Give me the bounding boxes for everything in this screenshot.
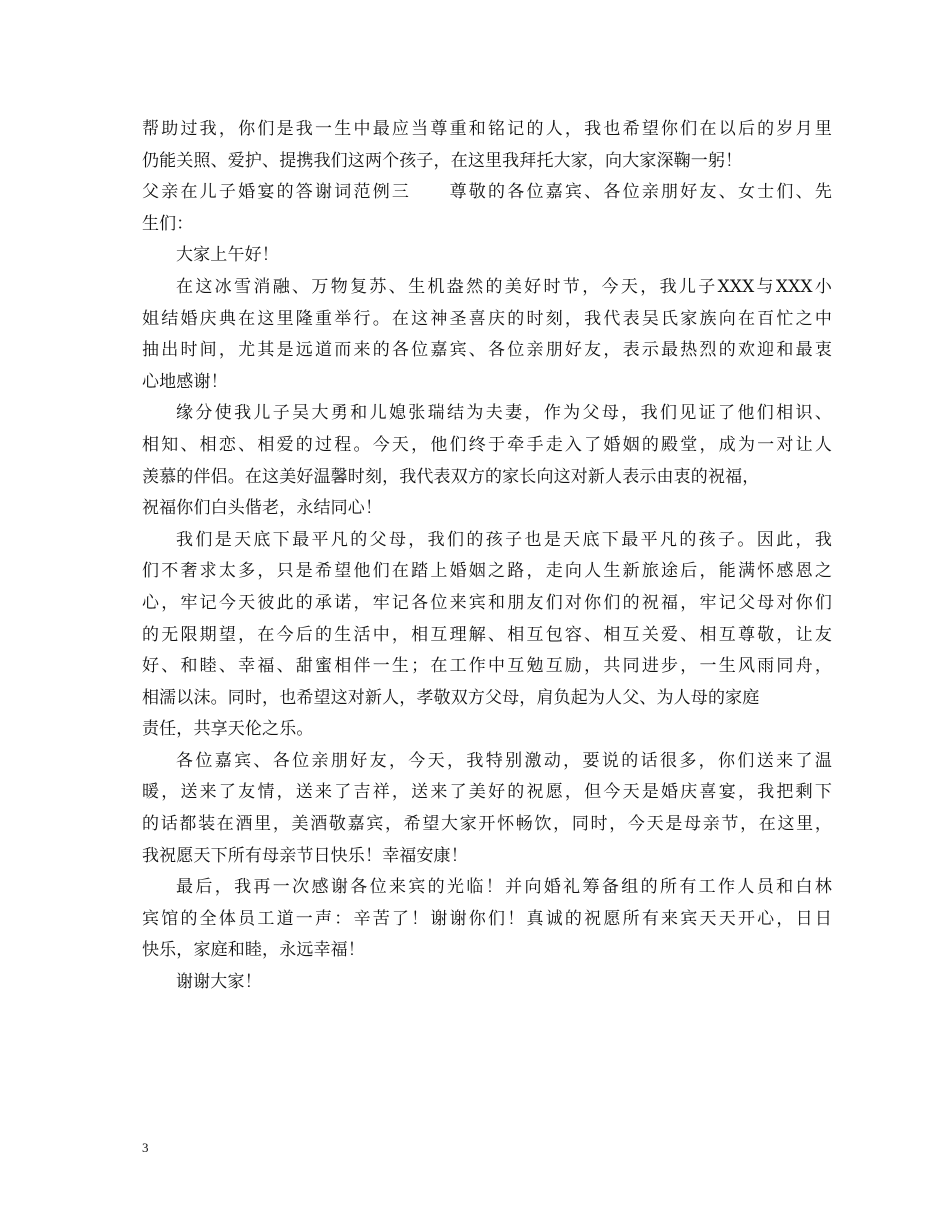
text-line: 生们： <box>142 213 194 234</box>
text-line: 们不奢求太多，只是希望他们在踏上婚姻之路，走向人生新旅途后，能满怀感恩之 <box>142 561 832 582</box>
text-line: 好、和睦、幸福、甜蜜相伴一生；在工作中互勉互励，共同进步，一生风雨同舟， <box>142 656 832 677</box>
document-body <box>142 114 832 999</box>
text-line: 快乐，家庭和睦，永远幸福！ <box>142 940 365 961</box>
text-line: 帮助过我，你们是我一生中最应当尊重和铭记的人，我也希望你们在以后的岁月里 <box>142 119 832 139</box>
text-line: 最后，我再一次感谢各位来宾的光临！并向婚礼筹备组的所有工作人员和白林 <box>176 877 832 898</box>
text-line: 心，牢记今天彼此的承诺，牢记各位来宾和朋友们对你们的祝福，牢记父母对你们 <box>142 592 832 613</box>
text-line: 我祝愿天下所有母亲节日快乐！幸福安康！ <box>142 845 468 866</box>
text-line: 各位嘉宾、各位亲朋好友，今天，我特别激动，要说的话很多，你们送来了温 <box>176 750 832 771</box>
text-line: 在这冰雪消融、万物复苏、生机盎然的美好时节，今天，我儿子XXX与XXX小 <box>176 276 832 297</box>
text-line: 的话都装在酒里，美酒敬嘉宾，希望大家开怀畅饮，同时，今天是母亲节，在这里， <box>142 814 832 835</box>
text-line: 大家上午好！ <box>176 245 279 266</box>
text-line: 羡慕的伴侣。在这美好温馨时刻，我代表双方的家长向这对新人表示由衷的祝福， <box>142 466 760 487</box>
text-line: 抽出时间，尤其是远道而来的各位嘉宾、各位亲朋好友，表示最热烈的欢迎和最衷 <box>142 340 832 361</box>
text-line: 仍能关照、爱护、提携我们这两个孩子，在这里我拜托大家，向大家深鞠一躬！ <box>142 150 743 171</box>
text-line: 相濡以沫。同时，也希望这对新人，孝敬双方父母，肩负起为人父、为人母的家庭 <box>142 687 760 708</box>
text-line: 父亲在儿子婚宴的答谢词范例三 尊敬的各位嘉宾、各位亲朋好友、女士们、先 <box>142 182 832 203</box>
text-line: 的无限期望，在今后的生活中，相互理解、相互包容、相互关爱、相互尊敬，让友 <box>142 624 832 645</box>
text-line: 相知、相恋、相爱的过程。今天，他们终于牵手走入了婚姻的殿堂，成为一对让人 <box>142 434 832 455</box>
text-line: 缘分使我儿子吴大勇和儿媳张瑞结为夫妻，作为父母，我们见证了他们相识、 <box>176 403 832 424</box>
text-line: 姐结婚庆典在这里隆重举行。在这神圣喜庆的时刻，我代表吴氏家族向在百忙之中 <box>142 308 832 329</box>
text-line: 我们是天底下最平凡的父母，我们的孩子也是天底下最平凡的孩子。因此，我 <box>176 529 832 550</box>
text-line: 责任，共享天伦之乐。 <box>142 719 314 740</box>
page-number: 3 <box>142 1140 149 1155</box>
text-line: 宾馆的全体员工道一声：辛苦了！谢谢你们！真诚的祝愿所有来宾天天开心，日日 <box>142 908 832 929</box>
text-line: 谢谢大家！ <box>176 972 262 993</box>
text-line: 暖，送来了友情，送来了吉祥，送来了美好的祝愿，但今天是婚庆喜宴，我把剩下 <box>142 782 832 803</box>
text-line: 心地感谢！ <box>142 371 228 392</box>
text-line: 祝福你们白头偕老，永结同心！ <box>142 498 383 519</box>
